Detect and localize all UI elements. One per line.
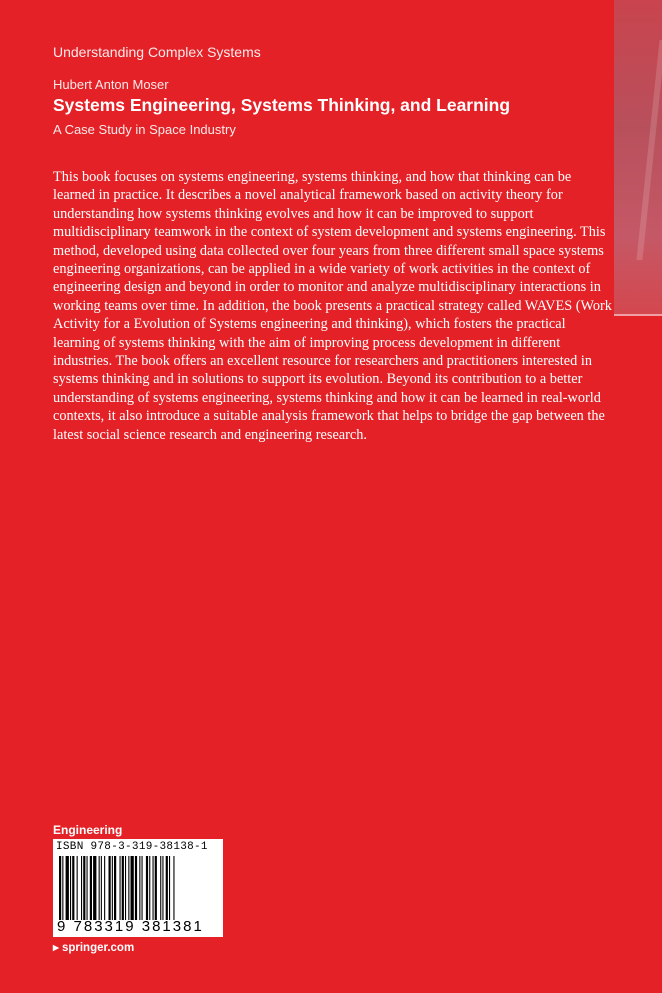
barcode-bar xyxy=(160,856,161,920)
barcode-bar xyxy=(125,856,126,920)
barcode-bar xyxy=(99,856,100,920)
barcode-bar xyxy=(153,856,154,920)
barcode-bar xyxy=(142,856,143,920)
series-name: Understanding Complex Systems xyxy=(53,44,261,60)
barcode-bar xyxy=(173,856,174,920)
publisher-link[interactable]: ▸ springer.com xyxy=(53,942,135,954)
book-title: Systems Engineering, Systems Thinking, and Learning xyxy=(53,95,511,115)
barcode-bar xyxy=(120,856,121,920)
barcode-bar xyxy=(149,856,150,920)
book-description: This book focuses on systems engineering, systems thinking, and how that thinking can be learned in practice. It describes a novel analytical framework based on activity theory for understanding how systems thinking evolves and how it can be improved to support multidisciplinary teamwork in the context of system development and systems engineering. This method, developed using data collected over four years from three different small space systems engineering organizations, can be applied in a wide variety of work activities in the context of engineering design and beyond in order to monitor and analyze multidisciplinary interactions in working teams over time. In addition, the book presents a practical strategy called WAVES (Work Activity for a Evolution of Systems engineering and thinking), which fosters the practical learning of systems thinking with the aim of improving process development in different industries. The book offers an excellent resource for researchers and practitioners interested in systems thinking and in solutions to support its evolution. Beyond its contribution to a better understanding of systems engineering, systems thinking and how it can be learned in real-world contexts, it also introduce a suitable analysis framework that helps to bridge the gap between the latest social science research and engineering research. xyxy=(53,169,612,443)
subject-category: Engineering xyxy=(53,823,123,837)
barcode-bars xyxy=(59,856,219,920)
barcode-bar xyxy=(90,856,92,920)
barcode-bar xyxy=(81,856,82,920)
barcode-bar xyxy=(166,856,168,920)
book-subtitle: A Case Study in Space Industry xyxy=(53,122,236,137)
barcode-bar xyxy=(122,856,124,920)
barcode-bar xyxy=(162,856,163,920)
cover-art-strip xyxy=(614,0,662,316)
isbn-barcode xyxy=(53,839,223,937)
barcode-bar xyxy=(93,856,96,920)
barcode-bar xyxy=(72,856,74,920)
barcode-bar xyxy=(66,856,69,920)
barcode-bar xyxy=(114,856,116,920)
barcode-bar xyxy=(104,856,105,920)
barcode-bar xyxy=(87,856,88,920)
barcode-bar xyxy=(169,856,170,920)
barcode-bar xyxy=(135,856,137,920)
barcode-bar xyxy=(155,856,157,920)
barcode-bar xyxy=(62,856,63,920)
barcode-digits: 9 783319 381381 xyxy=(57,918,204,935)
barcode-bar xyxy=(109,856,111,920)
author-name: Hubert Anton Moser xyxy=(53,77,169,92)
barcode-bar xyxy=(59,856,61,920)
barcode-bar xyxy=(146,856,148,920)
isbn-number: ISBN 978-3-319-38138-1 xyxy=(56,841,208,853)
barcode-bar xyxy=(131,856,134,920)
barcode-bar xyxy=(139,856,140,920)
barcode-bar xyxy=(101,856,102,920)
barcode-bar xyxy=(112,856,113,920)
barcode-bar xyxy=(70,856,71,920)
barcode-bar xyxy=(128,856,129,920)
cover-art-streak xyxy=(636,40,662,260)
barcode-bar xyxy=(83,856,85,920)
barcode-bar xyxy=(77,856,78,920)
